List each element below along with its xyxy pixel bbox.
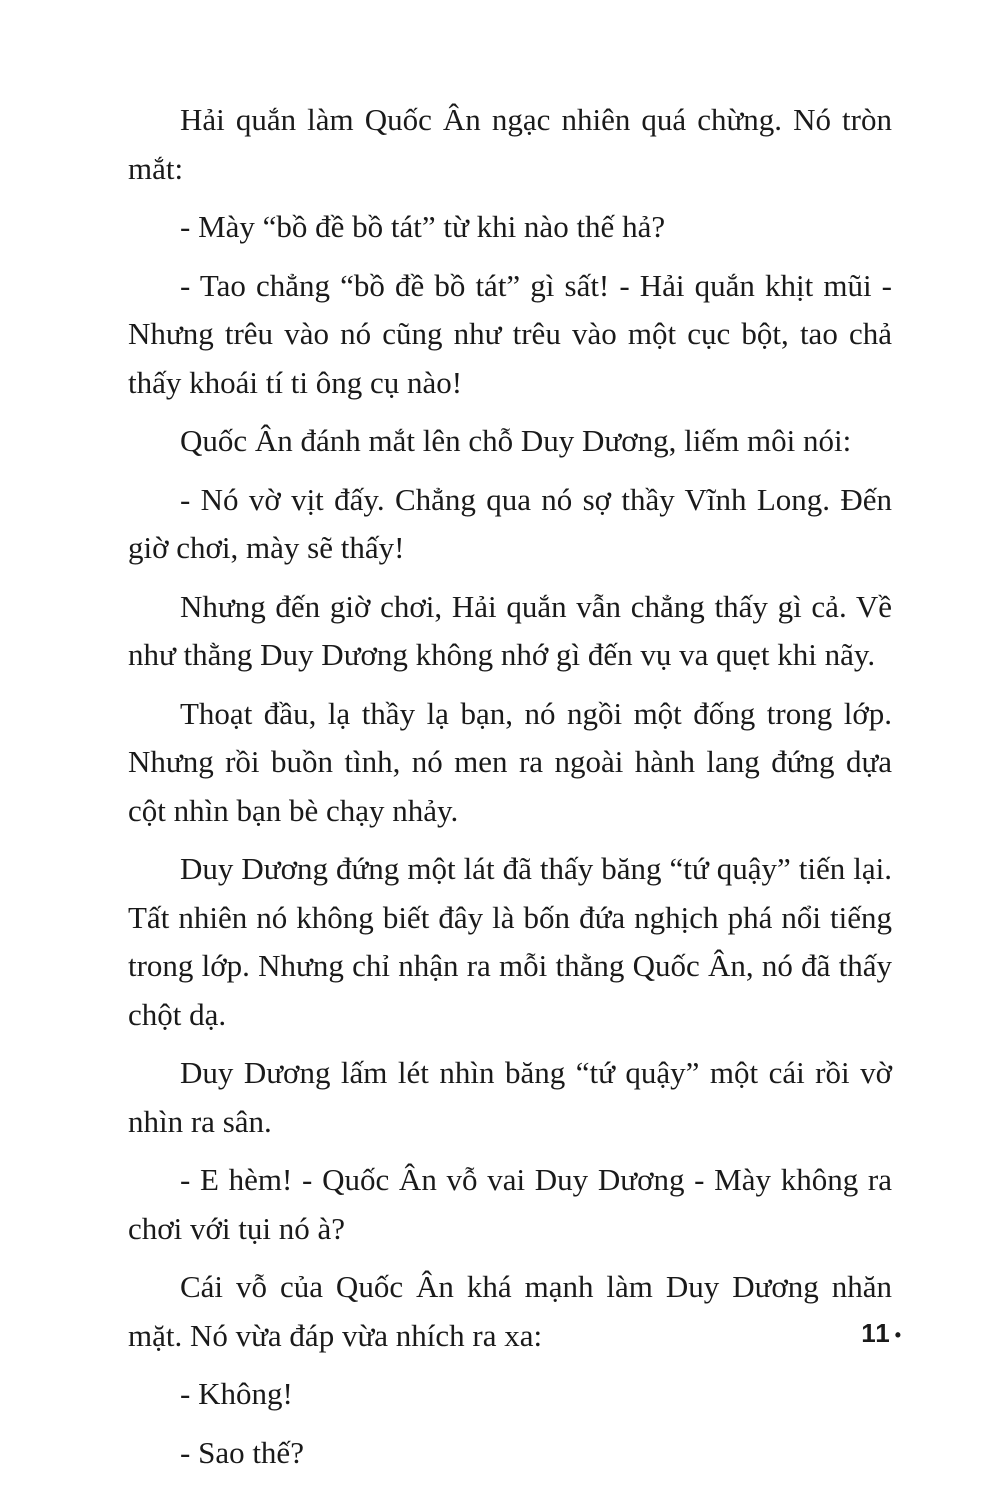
paragraph: - E hèm! - Quốc Ân vỗ vai Duy Dương - Mày không ra chơi với tụi nó à? <box>128 1162 892 1246</box>
paragraph: Thoạt đầu, lạ thầy lạ bạn, nó ngồi một đống trong lớp. Nhưng rồi buồn tình, nó men ra ngoài hành lang đứng dựa cột nhìn bạn bè chạy nhảy. <box>128 695 892 828</box>
paragraph: - Sao thế? <box>180 1434 304 1470</box>
page-number-value: 11 <box>861 1318 891 1348</box>
paragraph: Quốc Ân đánh mắt lên chỗ Duy Dương, liếm môi nói: <box>180 423 852 458</box>
paragraph: - Nó vờ vịt đấy. Chẳng qua nó sợ thầy Vĩnh Long. Đến giờ chơi, mày sẽ thấy! <box>128 481 892 565</box>
paragraph: - Tao chẳng “bồ đề bồ tát” gì sất! - Hải quắn khịt mũi - Nhưng trêu vào nó cũng như trêu vào một cục bột, tao chả thấy khoái tí ti ông cụ nào! <box>128 267 892 400</box>
paragraph: Nhưng đến giờ chơi, Hải quắn vẫn chẳng thấy gì cả. Về như thằng Duy Dương không nhớ gì đến vụ va quẹt khi nãy. <box>128 588 892 672</box>
page-number-bullet: • <box>894 1324 902 1345</box>
paragraph: - Không! <box>180 1376 293 1411</box>
body-text <box>128 96 892 1487</box>
paragraph: Duy Dương lấm lét nhìn băng “tứ quậy” một cái rồi vờ nhìn ra sân. <box>128 1055 892 1139</box>
page-number <box>861 1318 902 1349</box>
paragraph: Duy Dương đứng một lát đã thấy băng “tứ quậy” tiến lại. Tất nhiên nó không biết đây là bốn đứa nghịch phá nổi tiếng trong lớp. Nhưng chỉ nhận ra mỗi thằng Quốc Ân, nó đã thấy chột dạ. <box>128 851 892 1032</box>
paragraph: - Mày “bồ đề bồ tát” từ khi nào thế hả? <box>180 209 666 244</box>
paragraph: Cái vỗ của Quốc Ân khá mạnh làm Duy Dương nhăn mặt. Nó vừa đáp vừa nhích ra xa: <box>128 1269 892 1353</box>
paragraph: Hải quắn làm Quốc Ân ngạc nhiên quá chừng. Nó tròn mắt: <box>128 102 892 186</box>
